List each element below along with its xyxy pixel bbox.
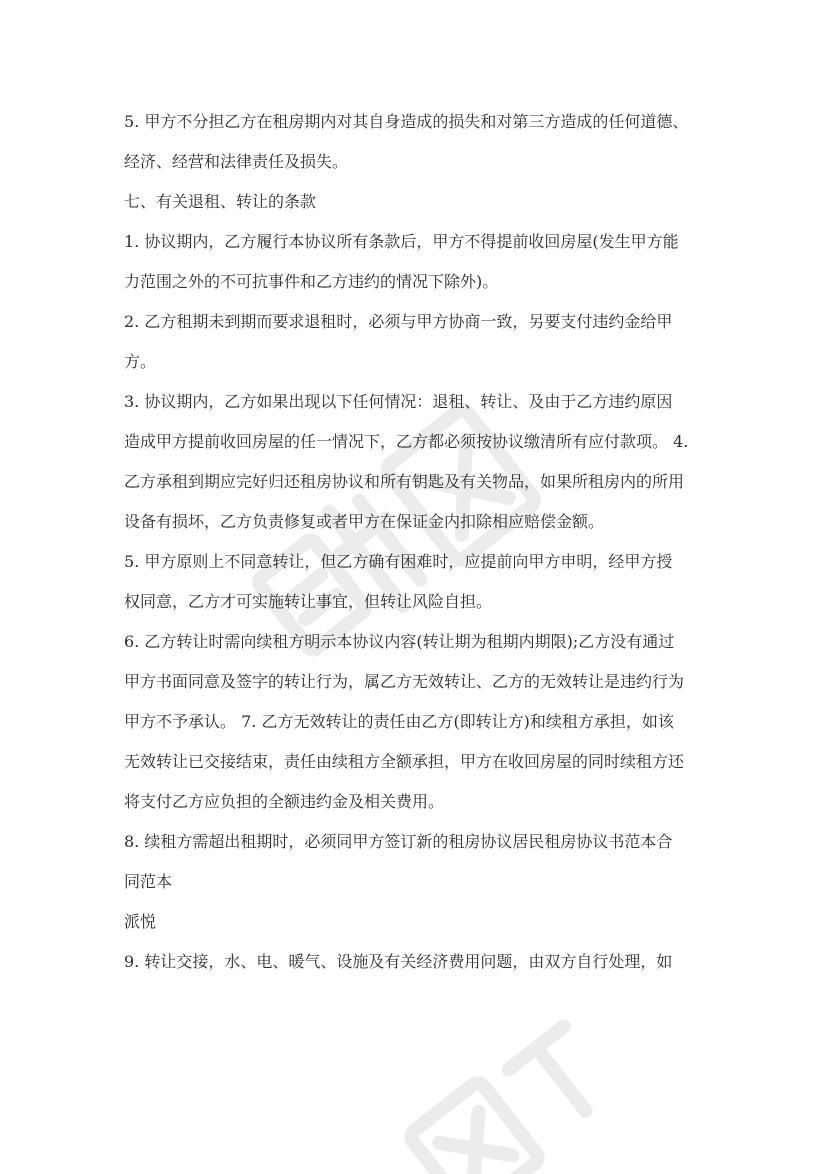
text-line: 2. 乙方租期未到期而要求退租时，必须与甲方协商一致，另要支付违约金给甲: [124, 312, 673, 331]
text-line: 无效转让已交接结束，责任由续租方全额承担，甲方在收回房屋的同时续租方还: [124, 752, 685, 771]
text-line: 3. 协议期内，乙方如果出现以下任何情况：退租、转让、及由于乙方违约原因: [124, 392, 673, 411]
text-line: 甲方不予承认。 7. 乙方无效转让的责任由乙方(即转让方)和续租方承担，如该: [124, 712, 674, 731]
text-line: 9. 转让交接，水、电、暖气、设施及有关经济费用问题，由双方自行处理，如: [124, 952, 673, 971]
watermark-logo-bottom: [319, 982, 642, 1174]
text-line: 权同意，乙方才可实施转让事宜，但转让风险自担。: [124, 592, 493, 611]
text-line: 同范本: [124, 872, 173, 891]
text-line: 乙方承租到期应完好归还租房协议和所有钥匙及有关物品，如果所租房内的所用: [124, 472, 685, 491]
text-line: 1. 协议期内，乙方履行本协议所有条款后，甲方不得提前收回房屋(发生甲方能: [124, 232, 679, 251]
text-line: 经济、经营和法律责任及损失。: [124, 152, 349, 171]
text-line: 5. 甲方原则上不同意转让，但乙方确有困难时，应提前向甲方申明，经甲方授: [124, 552, 673, 571]
text-line: 将支付乙方应负担的全额违约金及相关费用。: [124, 792, 445, 811]
text-line: 8. 续租方需超出租期时，必须同甲方签订新的租房协议居民租房协议书范本合: [124, 832, 673, 851]
text-line: 甲方书面同意及签字的转让行为，属乙方无效转让、乙方的无效转让是违约行为: [124, 672, 685, 691]
document-body: [124, 102, 724, 982]
text-line: 5. 甲方不分担乙方在租房期内对其自身造成的损失和对第三方造成的任何道德、: [124, 112, 689, 131]
text-line: 6. 乙方转让时需向续租方明示本协议内容(转让期为租期内期限);乙方没有通过: [124, 632, 675, 651]
text-line: 力范围之外的不可抗事件和乙方违约的情况下除外)。: [124, 272, 499, 291]
text-line: 造成甲方提前收回房屋的任一情况下，乙方都必须按协议缴清所有应付款项。 4.: [124, 432, 689, 451]
section-heading: 七、有关退租、转让的条款: [124, 192, 317, 211]
text-line: 方。: [124, 352, 157, 371]
text-line: 派悦: [124, 912, 157, 931]
text-line: 设备有损坏，乙方负责修复或者甲方在保证金内扣除相应赔偿金额。: [124, 512, 605, 531]
